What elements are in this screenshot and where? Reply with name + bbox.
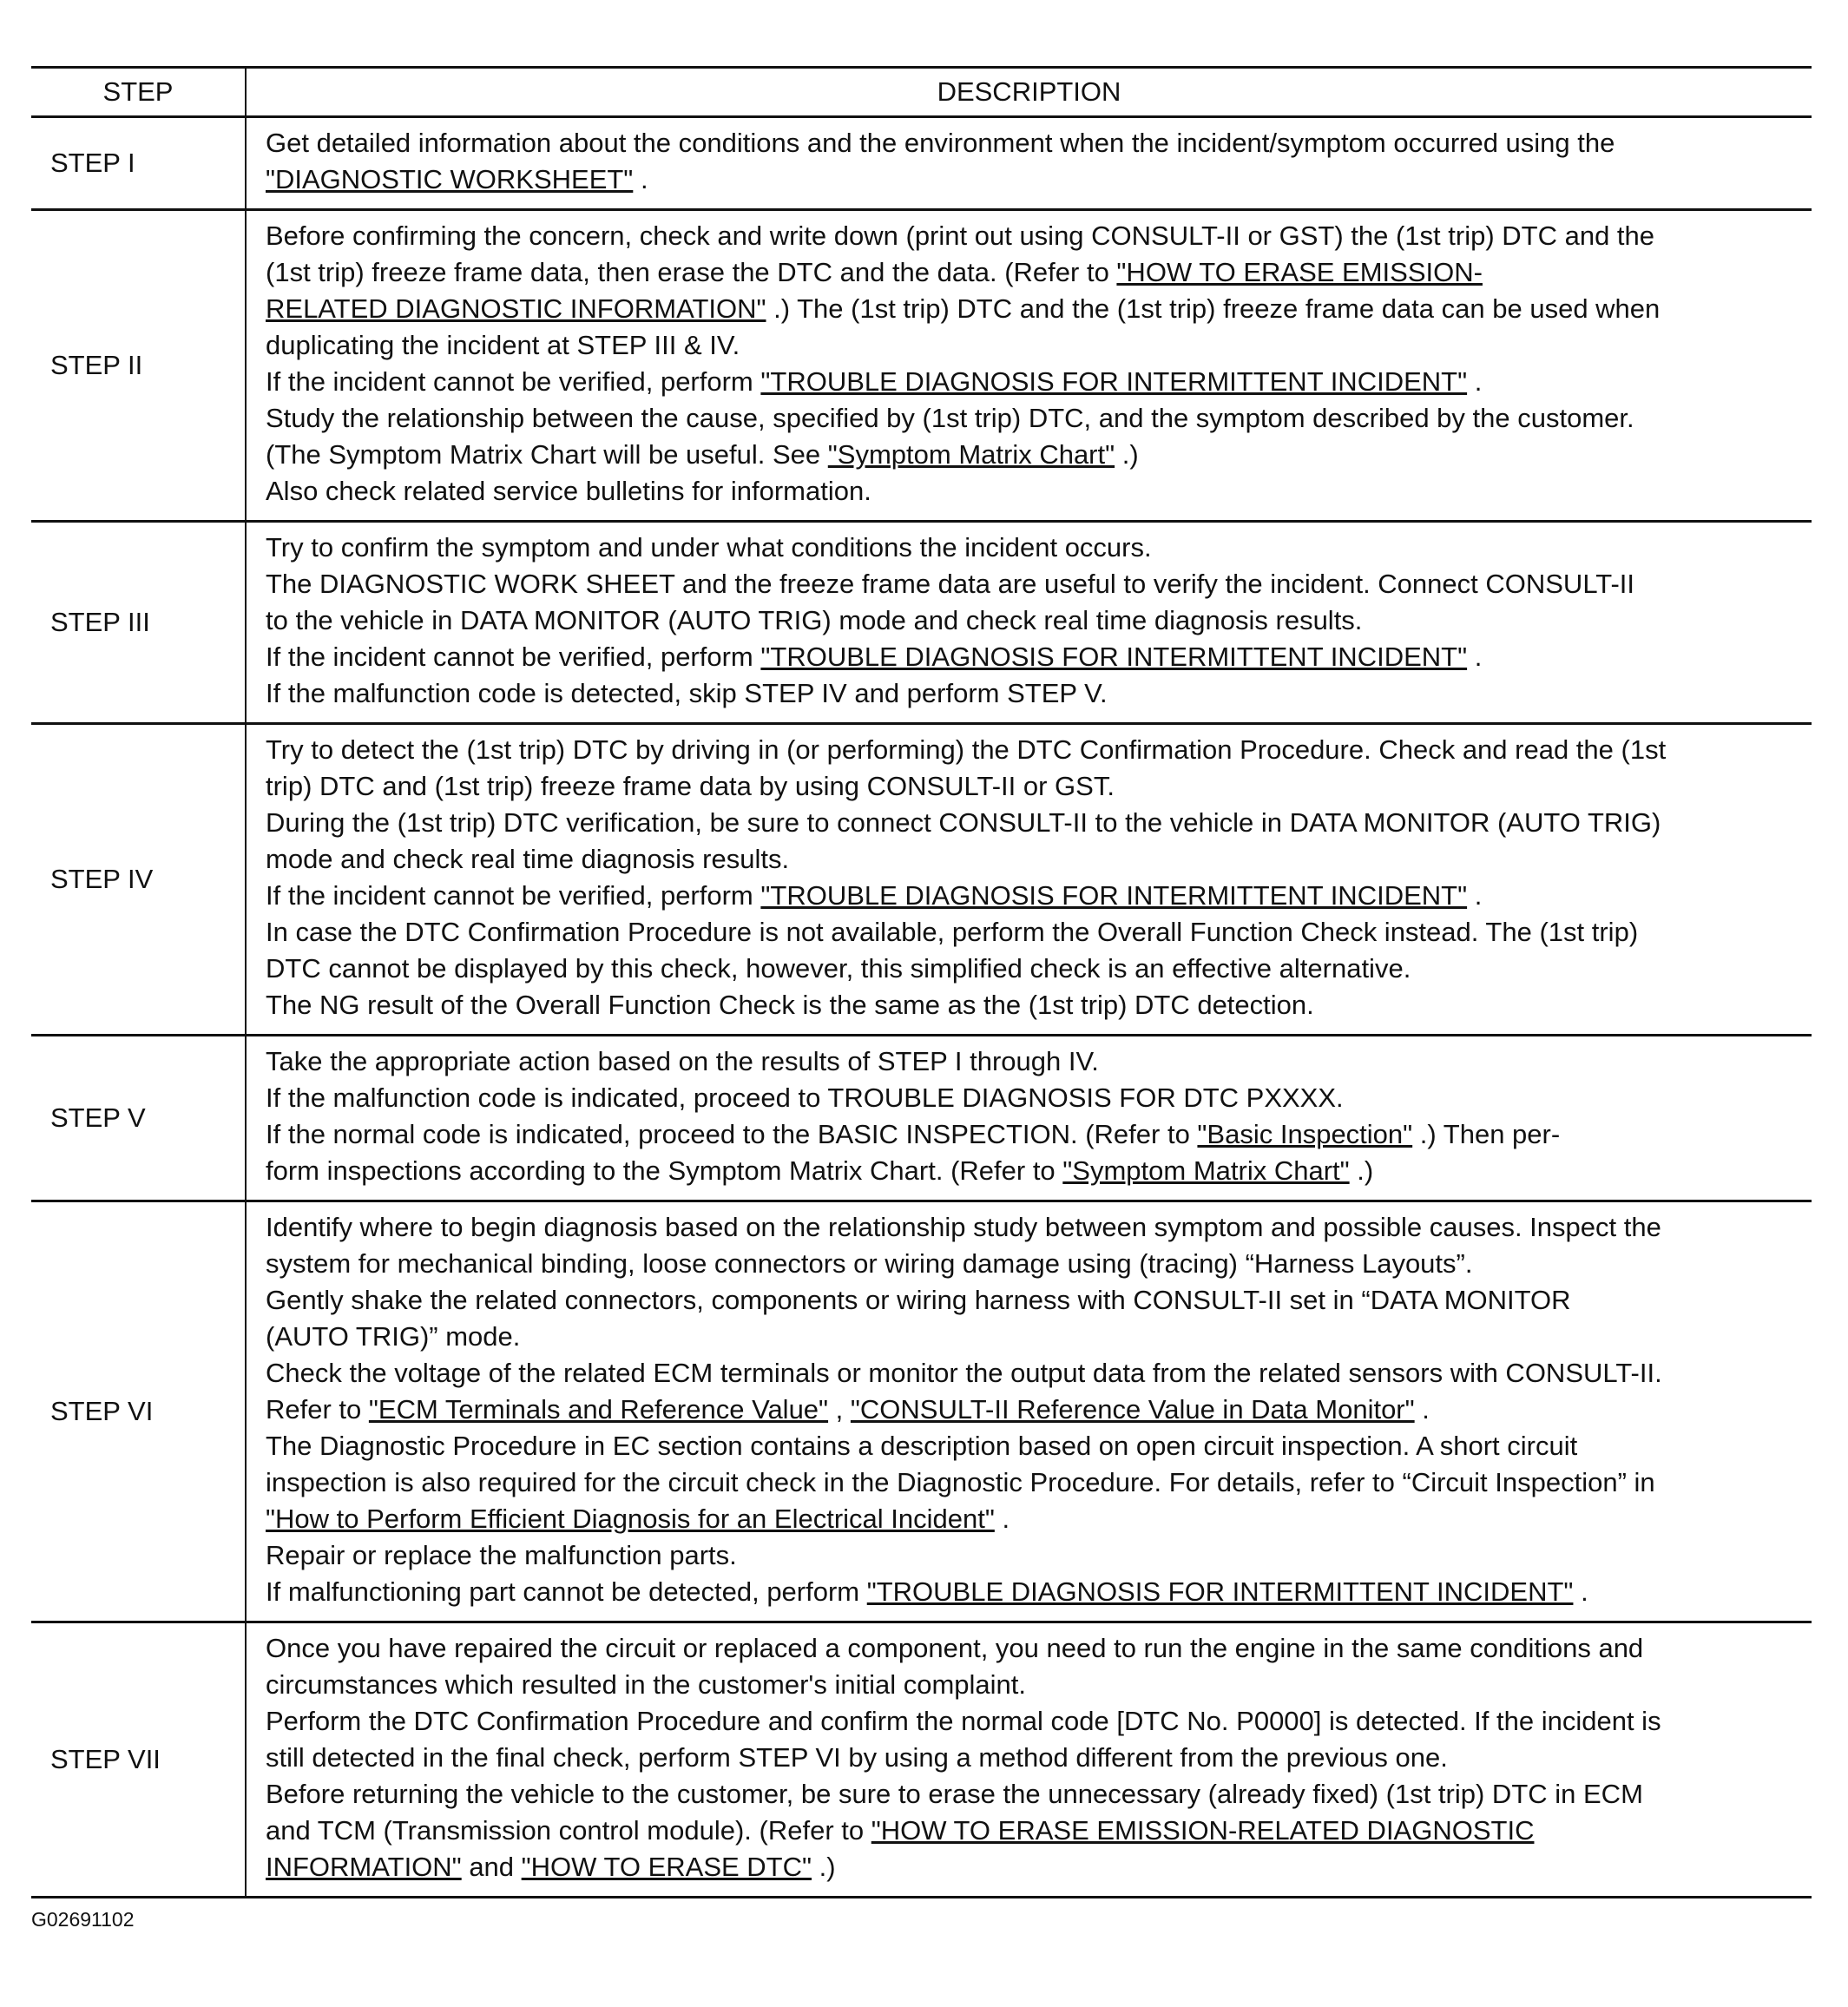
description-text: If the incident cannot be verified, perform bbox=[266, 366, 761, 397]
description-text: Before returning the vehicle to the customer, be sure to erase the unnecessary (already fixed) (1st trip) DTC in ECM bbox=[266, 1779, 1643, 1809]
description-text: inspection is also required for the circuit check in the Diagnostic Procedure. For details, refer to “Circuit Inspection” in bbox=[266, 1467, 1655, 1497]
description-line bbox=[266, 1246, 1799, 1282]
description-text: circumstances which resulted in the customer's initial complaint. bbox=[266, 1669, 1026, 1700]
description-line bbox=[266, 951, 1799, 987]
description-text: to the vehicle in DATA MONITOR (AUTO TRIG) mode and check real time diagnosis results. bbox=[266, 605, 1363, 635]
description-text: , bbox=[828, 1394, 851, 1425]
table-row bbox=[31, 1036, 1812, 1201]
description-line bbox=[266, 437, 1799, 473]
description-text: If malfunctioning part cannot be detected, perform bbox=[266, 1576, 867, 1607]
step-description bbox=[246, 117, 1812, 210]
description-text: . bbox=[1414, 1394, 1430, 1425]
description-line bbox=[266, 1392, 1799, 1428]
description-line bbox=[266, 1703, 1799, 1740]
description-text: During the (1st trip) DTC verification, be sure to connect CONSULT-II to the vehicle in DATA MONITOR (AUTO TRIG) bbox=[266, 807, 1661, 838]
description-line bbox=[266, 1355, 1799, 1392]
description-line bbox=[266, 1319, 1799, 1355]
reference-link[interactable]: "TROUBLE DIAGNOSIS FOR INTERMITTENT INCIDENT" bbox=[760, 642, 1468, 672]
description-line bbox=[266, 327, 1799, 364]
description-line bbox=[266, 1043, 1799, 1080]
description-text: . bbox=[1467, 880, 1483, 911]
description-line bbox=[266, 125, 1799, 161]
description-text: Get detailed information about the conditions and the environment when the incident/symptom occurred using the bbox=[266, 128, 1615, 158]
description-line bbox=[266, 400, 1799, 437]
step-description bbox=[246, 210, 1812, 522]
description-line bbox=[266, 1080, 1799, 1116]
description-text: Repair or replace the malfunction parts. bbox=[266, 1540, 737, 1570]
description-line bbox=[266, 1464, 1799, 1501]
description-text: trip) DTC and (1st trip) freeze frame data by using CONSULT-II or GST. bbox=[266, 771, 1115, 801]
reference-link[interactable]: "Symptom Matrix Chart" bbox=[827, 439, 1115, 470]
step-description bbox=[246, 522, 1812, 724]
description-line bbox=[266, 1209, 1799, 1246]
table-body bbox=[31, 117, 1812, 1898]
description-text: If the normal code is indicated, proceed to the BASIC INSPECTION. (Refer to bbox=[266, 1119, 1198, 1149]
table-row bbox=[31, 522, 1812, 724]
description-text: The NG result of the Overall Function Check is the same as the (1st trip) DTC detection. bbox=[266, 990, 1314, 1020]
reference-link[interactable]: "HOW TO ERASE EMISSION- bbox=[1116, 257, 1483, 287]
description-text: (1st trip) freeze frame data, then erase the DTC and the data. (Refer to bbox=[266, 257, 1117, 287]
description-line bbox=[266, 805, 1799, 841]
description-text: (AUTO TRIG)” mode. bbox=[266, 1321, 521, 1352]
step-description-table bbox=[31, 66, 1812, 1898]
description-text: .) The (1st trip) DTC and the (1st trip) freeze frame data can be used when bbox=[766, 293, 1661, 324]
description-text: system for mechanical binding, loose connectors or wiring damage using (tracing) “Harness Layouts”. bbox=[266, 1248, 1473, 1279]
reference-link[interactable]: "ECM Terminals and Reference Value" bbox=[368, 1394, 829, 1425]
description-line bbox=[266, 1501, 1799, 1537]
description-text: Perform the DTC Confirmation Procedure and confirm the normal code [DTC No. P0000] is detected. If the incident is bbox=[266, 1706, 1661, 1736]
description-line bbox=[266, 530, 1799, 566]
step-label: STEP IV bbox=[31, 724, 246, 1036]
description-text: . bbox=[1573, 1576, 1588, 1607]
description-line bbox=[266, 841, 1799, 878]
description-line bbox=[266, 675, 1799, 712]
table-row bbox=[31, 1201, 1812, 1622]
table-row bbox=[31, 1622, 1812, 1898]
description-text: . bbox=[1467, 366, 1483, 397]
description-text: still detected in the final check, perform STEP VI by using a method different from the previous one. bbox=[266, 1742, 1448, 1773]
description-text: duplicating the incident at STEP III & IV. bbox=[266, 330, 740, 360]
description-text: Check the voltage of the related ECM terminals or monitor the output data from the related sensors with CONSULT-II. bbox=[266, 1358, 1662, 1388]
step-label: STEP III bbox=[31, 522, 246, 724]
description-text: Before confirming the concern, check and write down (print out using CONSULT-II or GST) the (1st trip) DTC and the bbox=[266, 220, 1655, 251]
description-text: If the incident cannot be verified, perform bbox=[266, 642, 761, 672]
reference-link[interactable]: "CONSULT-II Reference Value in Data Monitor" bbox=[850, 1394, 1415, 1425]
reference-link[interactable]: "TROUBLE DIAGNOSIS FOR INTERMITTENT INCIDENT" bbox=[760, 880, 1468, 911]
step-label: STEP VII bbox=[31, 1622, 246, 1898]
reference-link[interactable]: INFORMATION" bbox=[266, 1852, 462, 1882]
reference-link[interactable]: "How to Perform Efficient Diagnosis for an Electrical Incident" bbox=[266, 1504, 995, 1534]
description-line bbox=[266, 1667, 1799, 1703]
reference-link[interactable]: "TROUBLE DIAGNOSIS FOR INTERMITTENT INCIDENT" bbox=[866, 1576, 1574, 1607]
description-line bbox=[266, 1574, 1799, 1610]
step-description bbox=[246, 1201, 1812, 1622]
table-row bbox=[31, 724, 1812, 1036]
description-line bbox=[266, 602, 1799, 639]
step-label: STEP V bbox=[31, 1036, 246, 1201]
description-line bbox=[266, 218, 1799, 254]
reference-link[interactable]: "Basic Inspection" bbox=[1197, 1119, 1413, 1149]
description-text: Try to confirm the symptom and under what conditions the incident occurs. bbox=[266, 532, 1152, 563]
description-line bbox=[266, 1776, 1799, 1813]
description-text: If the incident cannot be verified, perform bbox=[266, 880, 761, 911]
description-text: Study the relationship between the cause, specified by (1st trip) DTC, and the symptom described by the customer. bbox=[266, 403, 1634, 433]
step-column-header: STEP bbox=[31, 68, 246, 117]
description-column-header: DESCRIPTION bbox=[246, 68, 1812, 117]
reference-link[interactable]: "DIAGNOSTIC WORKSHEET" bbox=[266, 164, 634, 194]
description-text: mode and check real time diagnosis results. bbox=[266, 844, 790, 874]
description-text: Once you have repaired the circuit or replaced a component, you need to run the engine in the same conditions and bbox=[266, 1633, 1644, 1663]
description-line bbox=[266, 1282, 1799, 1319]
description-text: form inspections according to the Symptom Matrix Chart. (Refer to bbox=[266, 1155, 1063, 1186]
description-text: .) Then per- bbox=[1412, 1119, 1561, 1149]
description-line bbox=[266, 1849, 1799, 1885]
description-text: If the malfunction code is detected, skip STEP IV and perform STEP V. bbox=[266, 678, 1108, 708]
description-text: . bbox=[633, 164, 648, 194]
description-line bbox=[266, 914, 1799, 951]
step-label: STEP VI bbox=[31, 1201, 246, 1622]
description-line bbox=[266, 291, 1799, 327]
description-text: Identify where to begin diagnosis based on the relationship study between symptom and possible causes. Inspect the bbox=[266, 1212, 1661, 1242]
reference-link[interactable]: "Symptom Matrix Chart" bbox=[1062, 1155, 1350, 1186]
reference-link[interactable]: "TROUBLE DIAGNOSIS FOR INTERMITTENT INCIDENT" bbox=[760, 366, 1468, 397]
description-text: Try to detect the (1st trip) DTC by driving in (or performing) the DTC Confirmation Procedure. Check and read the (1st bbox=[266, 734, 1667, 765]
description-line bbox=[266, 566, 1799, 602]
description-line bbox=[266, 473, 1799, 510]
description-text: and TCM (Transmission control module). (Refer to bbox=[266, 1815, 871, 1846]
reference-link[interactable]: "HOW TO ERASE EMISSION-RELATED DIAGNOSTIC bbox=[871, 1815, 1535, 1846]
description-text: If the malfunction code is indicated, proceed to TROUBLE DIAGNOSIS FOR DTC PXXXX. bbox=[266, 1082, 1344, 1113]
reference-link[interactable]: RELATED DIAGNOSTIC INFORMATION" bbox=[266, 293, 766, 324]
description-text: (The Symptom Matrix Chart will be useful. See bbox=[266, 439, 828, 470]
description-line bbox=[266, 161, 1799, 198]
description-line bbox=[266, 364, 1799, 400]
description-line bbox=[266, 878, 1799, 914]
table-row bbox=[31, 117, 1812, 210]
figure-id: G02691102 bbox=[31, 1908, 135, 1931]
description-line bbox=[266, 1428, 1799, 1464]
description-text: Gently shake the related connectors, components or wiring harness with CONSULT-II set in “DATA MONITOR bbox=[266, 1285, 1571, 1315]
description-text: The Diagnostic Procedure in EC section contains a description based on open circuit inspection. A short circuit bbox=[266, 1431, 1578, 1461]
step-description bbox=[246, 724, 1812, 1036]
step-description bbox=[246, 1036, 1812, 1201]
description-text: .) bbox=[1115, 439, 1139, 470]
description-text: . bbox=[1467, 642, 1483, 672]
description-line bbox=[266, 1537, 1799, 1574]
description-line bbox=[266, 732, 1799, 768]
table-header-row bbox=[31, 68, 1812, 117]
description-text: and bbox=[461, 1852, 522, 1882]
description-text: In case the DTC Confirmation Procedure is not available, perform the Overall Function Check instead. The (1st trip) bbox=[266, 917, 1639, 947]
description-text: Refer to bbox=[266, 1394, 369, 1425]
description-line bbox=[266, 1740, 1799, 1776]
description-text: Also check related service bulletins for information. bbox=[266, 476, 871, 506]
reference-link[interactable]: "HOW TO ERASE DTC" bbox=[521, 1852, 812, 1882]
description-text: Take the appropriate action based on the results of STEP I through IV. bbox=[266, 1046, 1099, 1076]
description-text: DTC cannot be displayed by this check, however, this simplified check is an effective alternative. bbox=[266, 953, 1411, 984]
description-text: The DIAGNOSTIC WORK SHEET and the freeze frame data are useful to verify the incident. Connect CONSULT-II bbox=[266, 569, 1635, 599]
description-line bbox=[266, 639, 1799, 675]
table-row bbox=[31, 210, 1812, 522]
description-line bbox=[266, 1153, 1799, 1189]
description-text: .) bbox=[1349, 1155, 1374, 1186]
description-text: . bbox=[994, 1504, 1010, 1534]
description-line bbox=[266, 1630, 1799, 1667]
description-line bbox=[266, 1116, 1799, 1153]
description-line bbox=[266, 1813, 1799, 1849]
description-line bbox=[266, 768, 1799, 805]
step-description bbox=[246, 1622, 1812, 1898]
step-label: STEP II bbox=[31, 210, 246, 522]
step-label: STEP I bbox=[31, 117, 246, 210]
description-line bbox=[266, 987, 1799, 1023]
description-line bbox=[266, 254, 1799, 291]
description-text: .) bbox=[812, 1852, 836, 1882]
